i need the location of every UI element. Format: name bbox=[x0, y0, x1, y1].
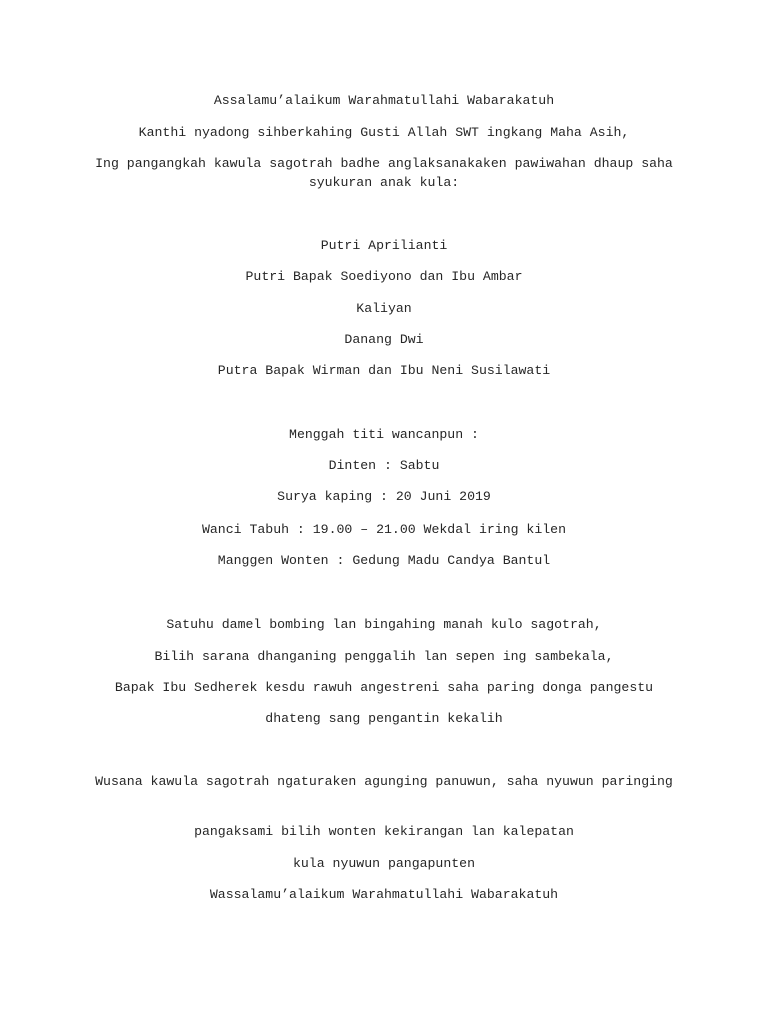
groom-name: Danang Dwi bbox=[344, 332, 424, 347]
farewell: Wassalamu’alaikum Warahmatullahi Wabarakatuh bbox=[209, 887, 559, 902]
greeting: Assalamu’alaikum Warahmatullahi Wabarakatuh bbox=[213, 93, 555, 108]
schedule-time: Wanci Tabuh : 19.00 – 21.00 Wekdal iring kilen bbox=[201, 522, 567, 537]
hope-line-1: Satuhu damel bombing lan bingahing manah kulo sagotrah, bbox=[166, 617, 602, 632]
bride-parents: Putri Bapak Soediyono dan Ibu Ambar bbox=[245, 269, 523, 284]
closing-line-1: Wusana kawula sagotrah ngaturaken agunging panuwun, saha nyuwun paringing bbox=[95, 774, 673, 789]
schedule-venue: Manggen Wonten : Gedung Madu Candya Bantul bbox=[217, 553, 551, 568]
schedule-date: Surya kaping : 20 Juni 2019 bbox=[277, 489, 491, 504]
hope-line-2: Bilih sarana dhanganing penggalih lan sepen ing sambekala, bbox=[154, 649, 614, 664]
intent-paragraph: Ing pangangkah kawula sagotrah badhe anglaksanakaken pawiwahan dhaup saha syukuran anak kula: bbox=[95, 156, 673, 190]
hope-line-3: Bapak Ibu Sedherek kesdu rawuh angestreni saha paring donga pangestu bbox=[114, 680, 654, 695]
conjunction: Kaliyan bbox=[356, 301, 412, 316]
bride-name: Putri Aprilianti bbox=[320, 238, 448, 253]
closing-line-2: pangaksami bilih wonten kekirangan lan kalepatan bbox=[194, 824, 574, 839]
closing-line-3: kula nyuwun pangapunten bbox=[292, 856, 476, 871]
groom-parents: Putra Bapak Wirman dan Ibu Neni Susilawati bbox=[217, 363, 551, 378]
hope-line-4: dhateng sang pengantin kekalih bbox=[265, 711, 503, 726]
schedule-intro: Menggah titi wancanpun : bbox=[289, 427, 479, 442]
opening-line: Kanthi nyadong sihberkahing Gusti Allah SWT ingkang Maha Asih, bbox=[138, 125, 630, 140]
schedule-day: Dinten : Sabtu bbox=[328, 458, 440, 473]
